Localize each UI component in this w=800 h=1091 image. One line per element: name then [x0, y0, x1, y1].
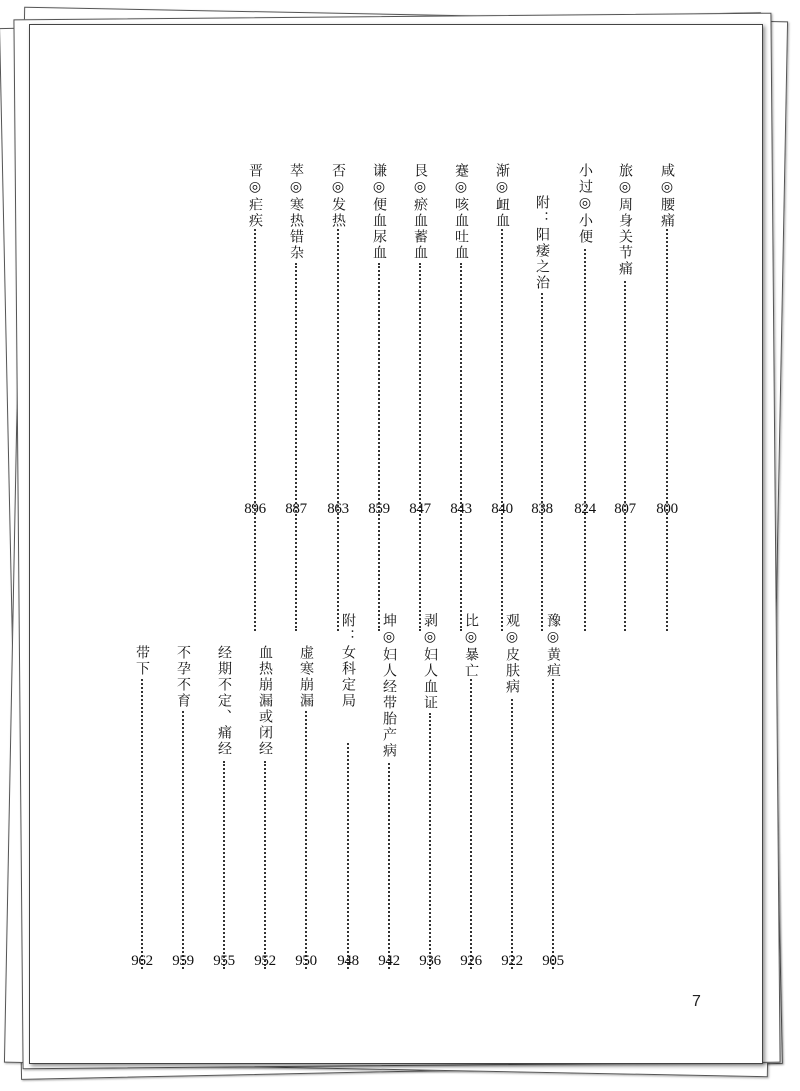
toc-entry-page: 952 — [254, 953, 276, 969]
toc-entry-page: 936 — [419, 953, 441, 969]
toc-entry-title: 晋◎疟疾 — [247, 163, 263, 229]
dot-leader — [388, 763, 390, 969]
dot-leader — [666, 229, 668, 631]
toc-entry-page: 800 — [656, 501, 678, 517]
toc-entry-title: 咸◎腰痛 — [659, 163, 675, 229]
toc-entry-title: 蹇◎咳血吐血 — [453, 163, 469, 261]
toc-entry-page: 959 — [172, 953, 194, 969]
toc-entry-page: 838 — [531, 501, 553, 517]
dot-leader — [552, 679, 554, 969]
toc-entry-title: 经期不定、痛经 — [216, 645, 232, 757]
dot-leader — [624, 281, 626, 631]
dot-leader — [429, 713, 431, 969]
toc-entry-page: 926 — [460, 953, 482, 969]
dot-leader — [419, 263, 421, 631]
toc-entry-title: 比◎暴亡 — [463, 613, 479, 679]
toc-entry-title: 附：女科定局 — [340, 613, 356, 709]
dot-leader — [347, 743, 349, 969]
toc-entry-page: 843 — [450, 501, 472, 517]
toc-entry-page: 887 — [285, 501, 307, 517]
toc-entry-page: 942 — [378, 953, 400, 969]
dot-leader — [460, 263, 462, 631]
toc-entry-page: 859 — [368, 501, 390, 517]
toc-entry-page: 863 — [327, 501, 349, 517]
toc-entry-page: 896 — [244, 501, 266, 517]
toc-entry-title: 血热崩漏或闭经 — [257, 645, 273, 757]
toc-entry-page: 840 — [491, 501, 513, 517]
dot-leader — [378, 263, 380, 631]
toc-entry-title: 附：阳痿之治 — [534, 195, 550, 291]
toc-entry-page: 950 — [295, 953, 317, 969]
dot-leader — [584, 249, 586, 631]
dot-leader — [337, 229, 339, 631]
toc-entry-title: 虚寒崩漏 — [298, 645, 314, 709]
toc-entry-page: 922 — [501, 953, 523, 969]
toc-entry-page: 905 — [542, 953, 564, 969]
dot-leader — [501, 229, 503, 631]
toc-entry-title: 否◎发热 — [330, 163, 346, 229]
toc-entry-title: 不孕不育 — [175, 645, 191, 709]
dot-leader — [295, 263, 297, 631]
toc-entry-page: 807 — [614, 501, 636, 517]
dot-leader — [264, 761, 266, 969]
toc-entry-title: 带下 — [134, 645, 150, 677]
toc-entry-title: 渐◎衄血 — [494, 163, 510, 229]
toc-entry-page: 948 — [337, 953, 359, 969]
toc-entry-title: 谦◎便血尿血 — [371, 163, 387, 261]
toc-entry-title: 观◎皮肤病 — [504, 613, 520, 695]
dot-leader — [511, 699, 513, 969]
toc-entry-title: 剥◎妇人血证 — [422, 613, 438, 711]
toc-page — [29, 24, 763, 1064]
toc-entry-page: 962 — [131, 953, 153, 969]
dot-leader — [182, 711, 184, 969]
toc-entry-title: 旅◎周身关节痛 — [617, 163, 633, 277]
dot-leader — [470, 679, 472, 969]
toc-entry-page: 955 — [213, 953, 235, 969]
dot-leader — [223, 761, 225, 969]
dot-leader — [305, 711, 307, 969]
toc-entry-title: 艮◎瘀血蓄血 — [412, 163, 428, 261]
dot-leader — [254, 229, 256, 631]
toc-entry-title: 小过◎小便 — [577, 163, 593, 245]
page-number: 7 — [692, 993, 701, 1010]
toc-entry-title: 豫◎黄疸 — [545, 613, 561, 679]
toc-entry-title: 萃◎寒热错杂 — [288, 163, 304, 261]
toc-entry-page: 847 — [409, 501, 431, 517]
toc-entry-page: 824 — [574, 501, 596, 517]
dot-leader — [141, 679, 143, 969]
toc-entry-title: 坤◎妇人经带胎产病 — [381, 613, 397, 759]
dot-leader — [541, 293, 543, 631]
